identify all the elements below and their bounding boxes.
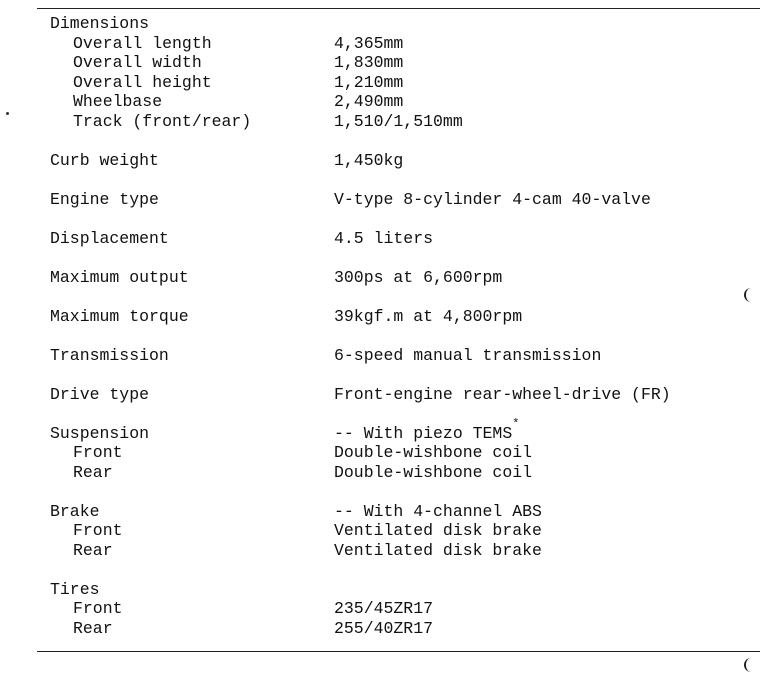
spec-value: -- With 4-channel ABS [334,501,542,521]
spec-value: Double-wishbone coil [334,443,533,462]
spec-row-displacement [50,229,750,249]
spec-row-tires-rear [50,619,750,639]
spec-row-transmission [50,346,750,366]
spec-row-curb-weight [50,151,750,171]
spec-value: Ventilated disk brake [334,521,542,540]
spec-heading-brake [50,502,750,522]
spec-value: 1,510/1,510mm [334,111,463,131]
spec-label: Maximum output [50,267,189,287]
spec-row-drive-type [50,385,750,405]
spec-value: Front-engine rear-wheel-drive (FR) [334,384,671,404]
spacer [50,248,750,268]
spacer [50,131,750,151]
spec-row-maximum-torque [50,307,750,327]
spec-label: Engine type [50,189,159,209]
spec-label: Track (front/rear) [73,111,252,131]
spacer [50,287,750,307]
spacer [50,560,750,580]
spec-row-brake-rear [50,541,750,561]
spacer [50,209,750,229]
bottom-rule [37,651,760,652]
spec-label: Wheelbase [73,92,163,111]
spacer [50,326,750,346]
spec-row-brake-front [50,521,750,541]
spec-heading-dimensions [50,14,750,34]
spec-label: Transmission [50,345,169,365]
spec-row-overall-height [50,73,750,93]
spec-value: Ventilated disk brake [334,540,542,560]
spec-value: 39kgf.m at 4,800rpm [334,306,523,326]
spec-value-text: -- With piezo TEMS [334,423,513,443]
spec-label: Overall length [73,33,212,53]
spec-value: 255/40ZR17 [334,618,434,638]
spec-value: 235/45ZR17 [334,599,434,618]
spec-value: 2,490mm [334,92,404,111]
spec-row-suspension-front [50,443,750,463]
spacer [50,482,750,502]
spacer [50,170,750,190]
spec-label: Curb weight [50,150,159,170]
scan-speck [6,112,9,115]
spec-row-overall-length [50,34,750,54]
spec-label: Tires [50,579,100,599]
scan-mark [744,658,758,672]
spec-label: Overall width [73,53,202,72]
spec-value: Double-wishbone coil [334,462,533,482]
spec-label: Brake [50,501,100,521]
spec-row-wheelbase [50,92,750,112]
spec-label: Rear [73,618,113,638]
spec-value: 1,210mm [334,72,404,92]
spec-value: 1,830mm [334,53,404,72]
spec-row-engine-type [50,190,750,210]
spec-label: Front [73,599,123,618]
spec-value [334,417,520,444]
spec-row-track [50,112,750,132]
spec-label: Suspension [50,423,150,443]
spec-value: 6-speed manual transmission [334,345,602,365]
spec-heading-tires [50,580,750,600]
spec-label: Rear [73,462,113,482]
spec-label: Dimensions [50,14,150,33]
spec-value: 300ps at 6,600rpm [334,267,503,287]
scan-mark [744,288,758,302]
top-rule [37,8,760,9]
spec-value: 4,365mm [334,33,404,53]
spec-label: Rear [73,540,113,560]
spec-row-overall-width [50,53,750,73]
spec-label: Displacement [50,228,169,248]
spec-row-maximum-output [50,268,750,288]
spec-heading-suspension [50,417,750,444]
spec-label: Maximum torque [50,306,189,326]
spacer [50,365,750,385]
spec-label: Front [73,521,123,540]
spec-label: Overall height [73,72,212,92]
spec-row-tires-front [50,599,750,619]
spec-value: V-type 8-cylinder 4-cam 40-valve [334,189,651,209]
spec-label: Drive type [50,384,150,404]
spec-value: 1,450kg [334,150,404,170]
spec-table [50,14,750,638]
spec-label: Front [73,443,123,462]
spacer [50,404,750,424]
spec-row-suspension-rear [50,463,750,483]
footnote-mark: * [512,417,520,431]
spec-value: 4.5 liters [334,228,434,248]
